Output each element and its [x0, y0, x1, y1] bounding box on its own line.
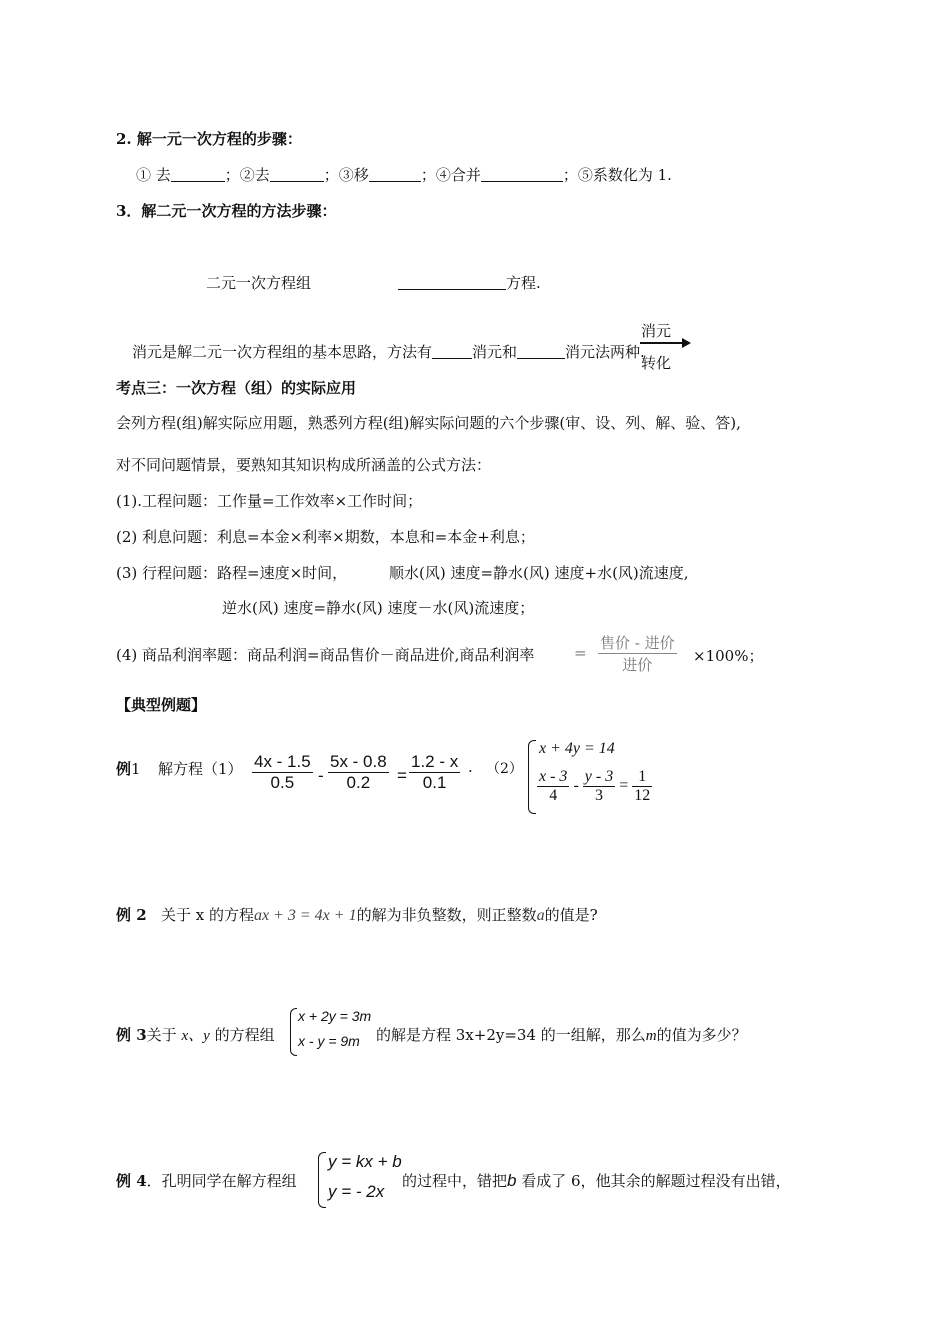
formula-4-tail: ×100%；	[693, 647, 764, 665]
section-3-title: 3．解二元一次方程的方法步骤：	[116, 202, 337, 220]
arrow-label-bottom: 转化	[641, 354, 672, 372]
ex1-frac-b	[328, 752, 389, 793]
profit-rate-numerator: 售价 - 进价	[600, 634, 675, 652]
step3-label: ；③移	[323, 166, 369, 184]
blank-elim-1[interactable]	[432, 357, 472, 359]
example-4-var: b	[507, 1171, 517, 1190]
intro-line-1: 会列方程(组)解实际应用题，熟悉列方程(组)解实际问题的六个步骤(审、设、列、解、验、答),	[116, 414, 741, 432]
section-2-title: 2. 解一元一次方程的步骤：	[116, 130, 302, 148]
ex1-system-brace	[528, 740, 536, 814]
example-4-label: 例 4	[116, 1172, 147, 1190]
formula-2: (2) 利息问题：利息=本金×利率×期数，本息和=本金+利息；	[116, 528, 535, 546]
ex1-sys-frac-a-num: x - 3	[539, 768, 568, 785]
example-3-sys1: x + 2y = 3m	[298, 1008, 372, 1024]
elim-text-a: 消元是解二元一次方程组的基本思路，方法有	[132, 343, 433, 361]
example-1-num: 1	[131, 760, 141, 778]
system-right-line	[398, 272, 541, 293]
ex1-part-2: （2）	[486, 761, 523, 777]
formula-4-eq: =	[574, 644, 587, 662]
example-3-text-a: 关于	[146, 1026, 177, 1044]
arrow-label-top: 消元	[641, 322, 672, 340]
example-1-word: 例	[116, 760, 132, 778]
example-1-text: 解方程（1）	[158, 760, 243, 778]
example-2-var: a	[536, 907, 545, 924]
arrow-head-icon	[682, 338, 691, 348]
example-1-label	[116, 758, 141, 779]
ex1-sys-frac-c-num: 1	[638, 768, 647, 785]
ex1-sys-frac-a-den: 4	[549, 787, 558, 804]
example-2-label: 例 2	[116, 906, 147, 924]
example-3-text-d: 的值为多少？	[656, 1026, 747, 1044]
example-4-lead	[116, 1170, 297, 1191]
example-4-tail	[402, 1170, 791, 1191]
formula-3c: 逆水(风) 速度=静水(风) 速度－水(风)流速度；	[222, 599, 535, 617]
ex1-sys-frac-c-den: 12	[634, 787, 651, 804]
elimination-line	[132, 341, 645, 362]
example-3-label: 例 3	[116, 1026, 147, 1044]
example-4-text-a: ．孔明同学在解方程组	[146, 1172, 297, 1190]
blank-equation-type[interactable]	[398, 288, 506, 290]
ex1-equals: =	[397, 766, 407, 785]
system-left-text: 二元一次方程组	[206, 274, 312, 292]
example-3-tail	[376, 1024, 747, 1045]
example-3-lead	[116, 1024, 275, 1045]
example-4-text-c: 看成了 6，他其余的解题过程没有出错，	[521, 1172, 791, 1190]
ex1-frac-a-den: 0.5	[270, 773, 295, 792]
elim-text-b: 消元和	[472, 343, 518, 361]
example-3-vars: x、y	[181, 1028, 210, 1044]
elim-text-c: 消元法两种.	[565, 343, 645, 361]
ex1-sys-minus: -	[573, 777, 579, 795]
example-3-brace	[290, 1008, 297, 1056]
ex1-system-eq2	[537, 768, 652, 805]
ex1-frac-c-num: 1.2 - x	[411, 752, 459, 771]
example-3-text-c: 的解是方程 3x+2y=34 的一组解，那么	[376, 1026, 646, 1044]
step2-label: ；②去	[224, 166, 270, 184]
example-3-text-b: 的方程组	[214, 1026, 275, 1044]
blank-2[interactable]	[270, 180, 324, 182]
formula-4-text: (4) 商品利润率题：商品利润=商品售价－商品进价,商品利润率	[116, 646, 535, 664]
step5-label: ；⑤系数化为 1.	[562, 166, 672, 184]
step4-label: ；④合并	[420, 166, 481, 184]
ex1-period: .	[468, 758, 473, 776]
example-4-text-b: 的过程中，错把	[402, 1172, 508, 1190]
example-3-sys2: x - y = 9m	[298, 1033, 360, 1049]
formula-3a: (3) 行程问题：路程=速度×时间，	[116, 564, 348, 582]
formula-1: (1).工程问题：工作量=工作效率×工作时间；	[116, 492, 423, 510]
profit-rate-fraction	[598, 632, 677, 675]
arrow-line	[640, 342, 684, 344]
example-2-equation: ax + 3 = 4x + 1	[253, 907, 357, 924]
example-2-text-c: 的值是?	[544, 906, 598, 924]
intro-line-2: 对不同问题情景，要熟知其知识构成所涵盖的公式方法：	[116, 456, 492, 474]
ex1-sys-frac-b-den: 3	[594, 787, 603, 804]
example-4-sys1: y = kx + b	[328, 1152, 402, 1171]
ex1-frac-b-num: 5x - 0.8	[330, 752, 387, 771]
steps-line	[136, 164, 672, 185]
ex1-minus: -	[318, 766, 324, 785]
step1-label: ① 去	[136, 166, 171, 184]
blank-1[interactable]	[171, 180, 225, 182]
ex1-frac-c	[409, 752, 460, 793]
ex1-frac-a	[252, 752, 313, 793]
ex1-frac-b-den: 0.2	[346, 773, 371, 792]
ex1-system-eq1: x + 4y = 14	[539, 740, 615, 757]
kaodian-3-title: 考点三：一次方程（组）的实际应用	[116, 379, 357, 397]
blank-elim-2[interactable]	[517, 357, 565, 359]
example-4-brace	[318, 1152, 326, 1208]
ex1-frac-c-den: 0.1	[422, 773, 447, 792]
profit-rate-denominator: 进价	[622, 656, 653, 674]
ex1-frac-a-num: 4x - 1.5	[254, 752, 311, 771]
formula-3b: 顺水(风) 速度=静水(风) 速度+水(风)流速度,	[389, 564, 689, 582]
examples-heading: 【典型例题】	[116, 696, 207, 714]
blank-4[interactable]	[481, 180, 563, 182]
ex1-sys-frac-b-num: y - 3	[584, 768, 614, 785]
example-4-sys2: y = - 2x	[328, 1182, 385, 1201]
example-2-text-b: 的解为非负整数，则正整数	[356, 906, 537, 924]
example-2-text-a: 关于 x 的方程	[160, 906, 254, 924]
ex1-sys-equals: =	[619, 777, 629, 795]
blank-3[interactable]	[369, 180, 421, 182]
formula-4	[116, 644, 534, 665]
system-right-text: 方程.	[506, 274, 541, 292]
example-2	[116, 904, 598, 925]
example-3-var: m	[645, 1028, 657, 1044]
